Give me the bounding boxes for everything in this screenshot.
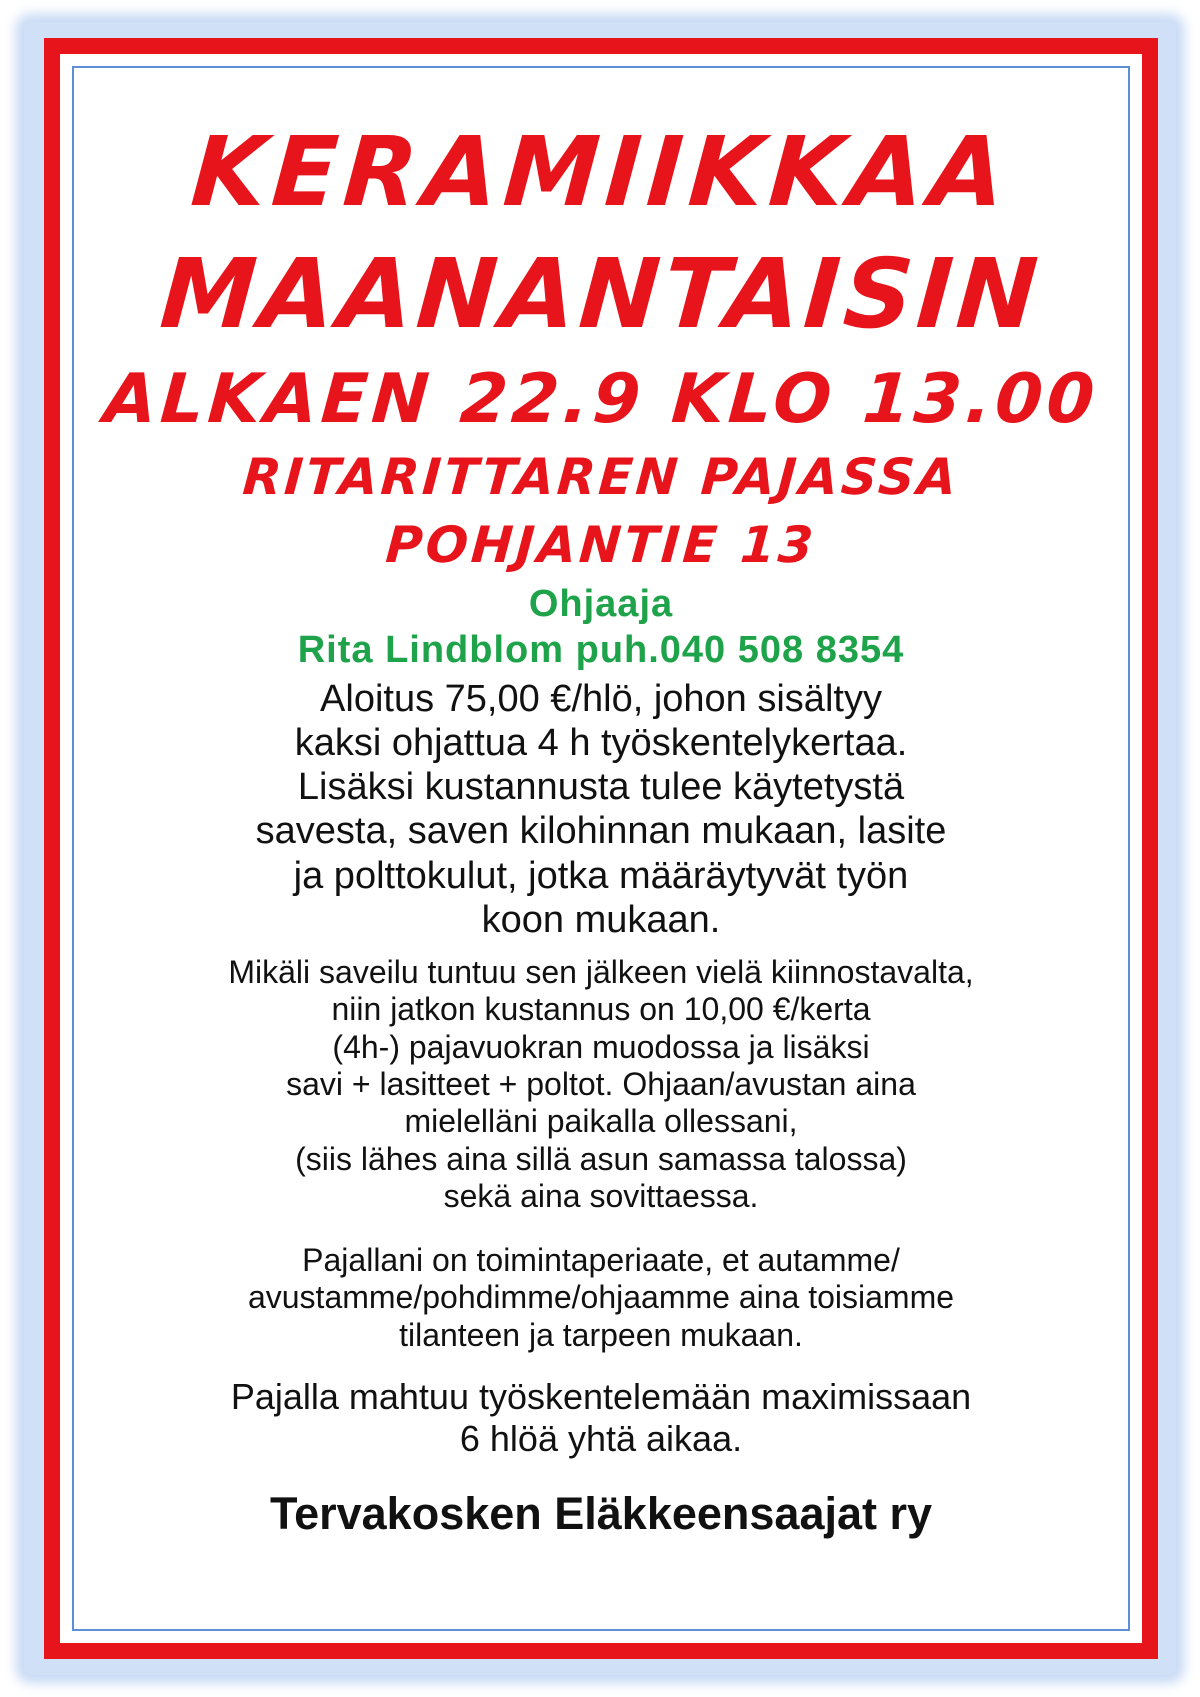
pricing-line: Lisäksi kustannusta tulee käytetystä [297, 766, 905, 809]
principle-paragraph [60, 1242, 1142, 1354]
continuation-line: Mikäli saveilu tuntuu sen jälkeen vielä kiinnostavalta, [228, 953, 974, 990]
principle-line: tilanteen ja tarpeen mukaan. [399, 1316, 803, 1353]
pricing-line: savesta, saven kilohinnan mukaan, lasite [255, 810, 947, 853]
instructor-label: Ohjaaja [528, 583, 674, 625]
continuation-line: (siis lähes aina sillä asun samassa talossa) [295, 1140, 907, 1177]
capacity-line: 6 hlöä yhtä aikaa. [459, 1417, 743, 1459]
poster-content [60, 54, 1142, 1540]
venue-address: POHJANTIE 13 [383, 516, 819, 574]
continuation-paragraph [60, 954, 1142, 1216]
title-line-1: KERAMIIKKAA [187, 116, 1015, 228]
pricing-line: Aloitus 75,00 €/hlö, johon sisältyy [320, 678, 882, 721]
capacity-paragraph [60, 1376, 1142, 1460]
continuation-line: sekä aina sovittaessa. [443, 1178, 759, 1215]
pricing-line: ja polttokulut, jotka määräytyvät työn [293, 854, 909, 897]
poster-frame [44, 38, 1158, 1659]
pricing-line: koon mukaan. [481, 898, 721, 941]
venue-name: RITARITTAREN PAJASSA [240, 448, 962, 506]
capacity-line: Pajalla mahtuu työskentelemään maximissaan [230, 1376, 972, 1418]
organizer-name: Tervakosken Eläkkeensaajat ry [269, 1487, 933, 1539]
continuation-line: mielelläni paikalla ollessani, [404, 1103, 798, 1140]
pricing-paragraph [60, 677, 1142, 941]
start-date-time: ALKAEN 22.9 KLO 13.00 [101, 360, 1101, 439]
pricing-line: kaksi ohjattua 4 h työskentelykertaa. [294, 722, 908, 765]
continuation-line: savi + lasitteet + poltot. Ohjaan/avustan aina [286, 1065, 916, 1102]
principle-line: Pajallani on toimintaperiaate, et autamme/ [302, 1241, 900, 1278]
continuation-line: niin jatkon kustannus on 10,00 €/kerta [331, 991, 871, 1028]
instructor-name-phone: Rita Lindblom puh.040 508 8354 [297, 628, 905, 671]
continuation-line: (4h-) pajavuokran muodossa ja lisäksi [332, 1028, 870, 1065]
principle-line: avustamme/pohdimme/ohjaamme aina toisiamme [247, 1279, 955, 1316]
title-line-2: MAANANTAISIN [156, 238, 1046, 350]
